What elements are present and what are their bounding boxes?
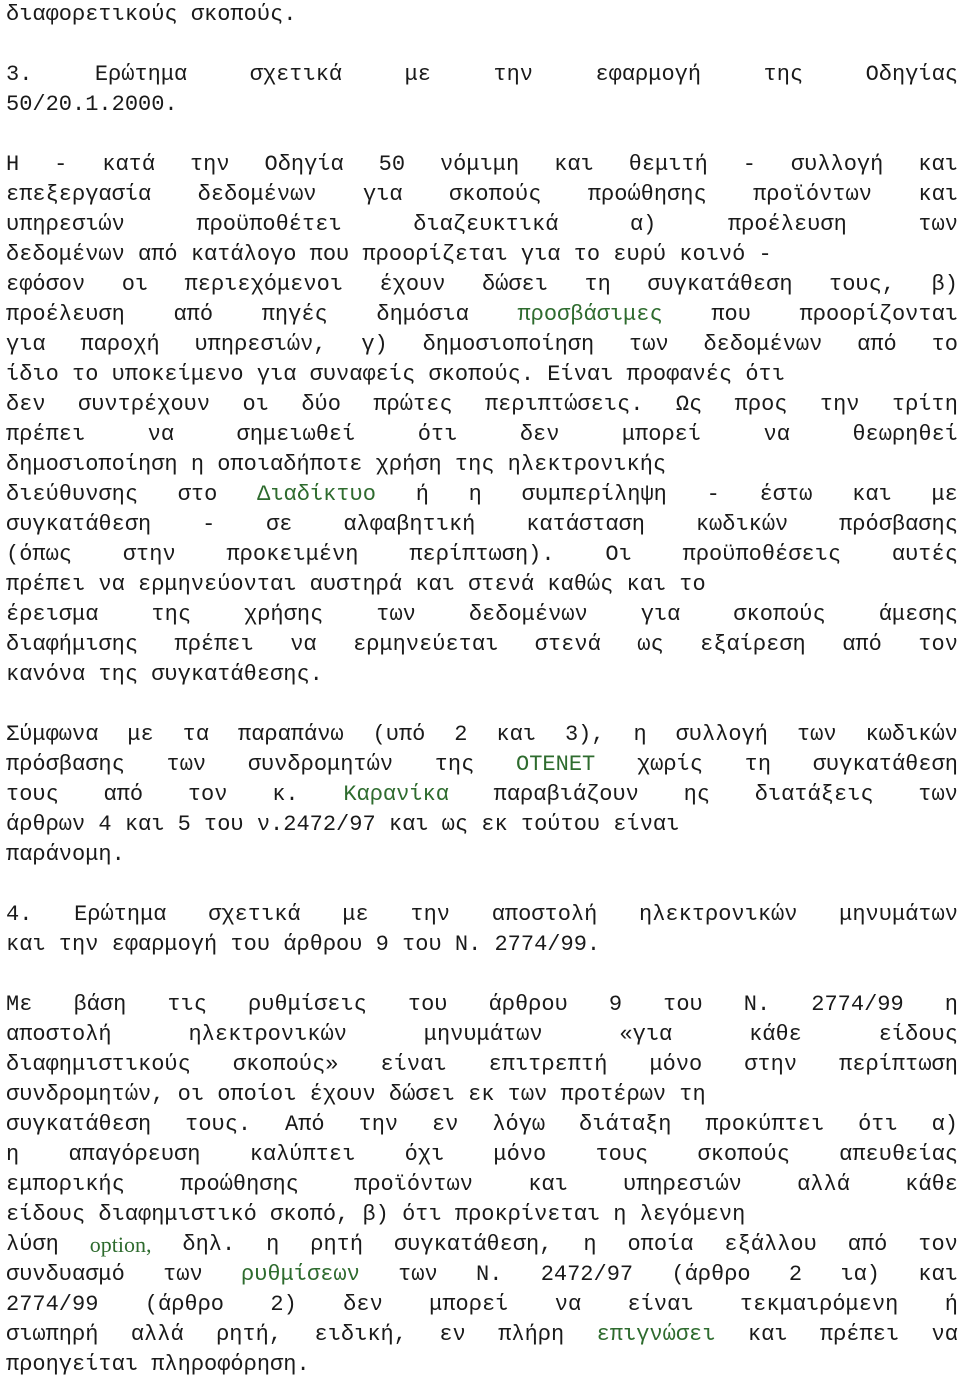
- word: προκειμένη: [226, 542, 359, 567]
- word: οποία: [627, 1232, 694, 1257]
- text-line: [6, 1260, 958, 1290]
- word: είναι: [380, 1052, 447, 1077]
- word: μπορεί: [621, 422, 702, 447]
- word: συλλογή: [790, 152, 884, 177]
- word: συγκατάθεση: [6, 512, 152, 537]
- word: με: [342, 902, 369, 927]
- word: θεωρηθεί: [852, 422, 958, 447]
- word: ότι: [858, 1112, 898, 1137]
- word: τους: [6, 782, 59, 807]
- word: απαγόρευση: [68, 1142, 201, 1167]
- text-line: [6, 300, 958, 330]
- word: και: [554, 152, 594, 177]
- word: ης: [683, 782, 711, 807]
- word: καλύπτει: [249, 1142, 356, 1167]
- word: περίπτωση: [839, 1052, 958, 1077]
- word: εξαίρεση: [700, 632, 806, 657]
- word: πρώτες: [373, 392, 453, 417]
- word: Ν.: [743, 992, 771, 1017]
- word: συνδρομητών: [247, 752, 394, 777]
- word: στην: [744, 1052, 798, 1077]
- text-line: [6, 510, 958, 540]
- word: και: [918, 152, 958, 177]
- word: στην: [122, 542, 176, 567]
- word: β): [931, 272, 958, 297]
- word: Η: [6, 152, 20, 177]
- word: άρθρου: [488, 992, 568, 1017]
- word: 2472/97: [540, 1262, 634, 1287]
- word: αυτές: [891, 542, 958, 567]
- word: 2: [454, 722, 468, 747]
- word: Ν.: [476, 1262, 503, 1287]
- word: την: [189, 152, 230, 177]
- word: (άρθρο: [671, 1262, 751, 1287]
- word: των: [166, 752, 207, 777]
- word: δώσει: [481, 272, 548, 297]
- word: κατά: [102, 152, 156, 177]
- word: με: [127, 722, 154, 747]
- word: να: [763, 422, 790, 447]
- word: ρητή: [310, 1232, 364, 1257]
- word: η: [266, 1232, 280, 1257]
- word: δύο: [301, 392, 341, 417]
- word: επεξεργασία: [6, 182, 152, 207]
- word: μπορεί: [429, 1292, 509, 1317]
- text-line: [6, 720, 958, 750]
- word: των: [398, 1262, 438, 1287]
- word: λύση: [6, 1232, 59, 1257]
- word: για: [640, 602, 681, 627]
- word: οι: [242, 392, 269, 417]
- word: αλλά: [130, 1322, 184, 1347]
- word: να: [931, 1322, 958, 1347]
- word: τον: [187, 782, 228, 807]
- word: Διαδίκτυο: [257, 482, 376, 507]
- word: εν: [439, 1322, 466, 1347]
- text-line: είδους διαφημιστικό σκοπό, β) ότι προκρίνεται η λεγόμενη: [6, 1202, 746, 1227]
- word: γ): [361, 332, 388, 357]
- word: συγκατάθεση,: [393, 1232, 553, 1257]
- section-4-heading-line-2: και την εφαρμογή του άρθρου 9 του Ν. 2774/99.: [6, 932, 601, 957]
- word: -: [742, 152, 756, 177]
- word: που: [711, 302, 751, 327]
- word: τα: [182, 722, 210, 747]
- word: με: [404, 62, 431, 87]
- word: Οι: [605, 542, 632, 567]
- word: των: [376, 602, 416, 627]
- word: των: [163, 1262, 203, 1287]
- word: για: [6, 332, 46, 357]
- word: -: [202, 512, 216, 537]
- word: περιεχόμενοι: [184, 272, 343, 297]
- word: βάση: [73, 992, 127, 1017]
- word: διαφημιστικούς: [6, 1052, 191, 1077]
- word: δεδομένων: [703, 332, 823, 357]
- word: προκύπτει: [705, 1112, 825, 1137]
- word: δημοσιοποίηση: [422, 332, 595, 357]
- word: πρέπει: [819, 1322, 900, 1347]
- word: και: [852, 482, 892, 507]
- word: επιτρεπτή: [488, 1052, 608, 1077]
- word: δεν: [6, 392, 46, 417]
- word: κ.: [272, 782, 299, 807]
- word: αλλά: [797, 1172, 850, 1197]
- word: κάθε: [905, 1172, 958, 1197]
- word: τον: [918, 1232, 958, 1257]
- word: ΟΤΕΝΕΤ: [516, 752, 596, 777]
- word: τη: [744, 752, 772, 777]
- text-line: άρθρων 4 και 5 του ν.2472/97 και ως εκ τούτου είναι: [6, 812, 680, 837]
- text-line: [6, 600, 958, 630]
- word: ή: [415, 482, 429, 507]
- word: μηνυμάτων: [839, 902, 958, 927]
- word: πρέπει: [174, 632, 254, 657]
- word: κατάσταση: [526, 512, 646, 537]
- word: των: [918, 782, 958, 807]
- word: Ως: [675, 392, 703, 417]
- word: και: [747, 1322, 788, 1347]
- word: από: [173, 302, 214, 327]
- word: επιγνώσει: [596, 1322, 716, 1347]
- text-line: [6, 420, 958, 450]
- word: στενά: [534, 632, 601, 657]
- word: να: [290, 632, 317, 657]
- word: αποστολή: [6, 1022, 112, 1047]
- word: να: [147, 422, 175, 447]
- text-line: δεδομένων από κατάλογο που προορίζεται για το ευρύ κοινό -: [6, 242, 772, 267]
- word: προϊόντων: [753, 182, 872, 207]
- word: σχετικά: [249, 62, 343, 87]
- word: δεν: [519, 422, 560, 447]
- word: έχουν: [379, 272, 446, 297]
- word: να: [554, 1292, 582, 1317]
- word: η: [944, 992, 958, 1017]
- word: κωδικών: [695, 512, 789, 537]
- word: α): [629, 212, 657, 237]
- word: ηλεκτρονικών: [639, 902, 798, 927]
- word: 3.: [6, 62, 33, 87]
- word: διατάξεις: [754, 782, 874, 807]
- word: εν: [432, 1112, 459, 1137]
- word: πλήρη: [498, 1322, 565, 1347]
- word: παραπάνω: [238, 722, 344, 747]
- word: από: [857, 332, 897, 357]
- word: δηλ.: [182, 1232, 236, 1257]
- word: και: [496, 722, 537, 747]
- word: εμπορικής: [6, 1172, 125, 1197]
- word: η: [6, 1142, 20, 1167]
- word: 2774/99: [6, 1292, 99, 1317]
- word: της: [151, 602, 192, 627]
- text-line: δημοσιοποίηση η οποιαδήποτε χρήση της ηλεκτρονικής: [6, 452, 667, 477]
- word: εφαρμογή: [595, 62, 702, 87]
- text-line: ίδιο το υποκείμενο για συναφείς σκοπούς. Είναι προφανές ότι: [6, 362, 785, 387]
- section-3-heading-line-2: 50/20.1.2000.: [6, 92, 178, 117]
- word: τους.: [185, 1112, 252, 1137]
- word: 2: [788, 1262, 803, 1287]
- word: δεδομένων: [197, 182, 317, 207]
- word: σημειωθεί: [236, 422, 356, 447]
- text-line: συνδρομητών, οι οποίοι έχουν δώσει εκ των προτέρων τη: [6, 1082, 706, 1107]
- word: α): [931, 1112, 958, 1137]
- word: Οδηγία: [264, 152, 344, 177]
- word: διαζευκτικά: [413, 212, 559, 237]
- word: ια): [840, 1262, 880, 1287]
- text-line: κανόνα της συγκατάθεσης.: [6, 662, 323, 687]
- word: ότι: [417, 422, 458, 447]
- word: τις: [167, 992, 207, 1017]
- word: λόγω: [492, 1112, 546, 1137]
- word: συνδυασμό: [6, 1262, 125, 1287]
- word: χωρίς: [636, 752, 703, 777]
- word: παραβιάζουν: [493, 782, 639, 807]
- word: Σύμφωνα: [6, 722, 99, 747]
- word: είναι: [627, 1292, 694, 1317]
- word: αποστολή: [491, 902, 598, 927]
- word: μόνο: [649, 1052, 703, 1077]
- word: προώθησης: [587, 182, 707, 207]
- word: δεδομένων: [468, 602, 588, 627]
- word: 9: [608, 992, 623, 1017]
- word: η: [633, 722, 647, 747]
- word: είδους: [878, 1022, 958, 1047]
- word: σιωπηρή: [6, 1322, 99, 1347]
- word: νόμιμη: [439, 152, 520, 177]
- word: κωδικών: [865, 722, 958, 747]
- word: μηνυμάτων: [423, 1022, 543, 1047]
- word: συγκατάθεση: [647, 272, 793, 297]
- text-line: [6, 150, 958, 180]
- word: των: [629, 332, 669, 357]
- word: 2): [270, 1292, 297, 1317]
- word: (όπως: [6, 542, 73, 567]
- word: την: [358, 1112, 399, 1137]
- word: παροχή: [80, 332, 160, 357]
- text-line: [6, 210, 958, 240]
- word: διεύθυνσης: [6, 482, 139, 507]
- word: 2774/99: [811, 992, 904, 1017]
- word: πρέπει: [6, 422, 86, 447]
- word: την: [819, 392, 860, 417]
- text-line: [6, 990, 958, 1020]
- word: ρητή,: [216, 1322, 283, 1347]
- word: option,: [89, 1232, 152, 1257]
- word: σκοπούς: [697, 1142, 790, 1167]
- word: ερμηνεύεται: [353, 632, 499, 657]
- text-line: [6, 390, 958, 420]
- word: έστω: [759, 482, 813, 507]
- word: προορίζονται: [799, 302, 958, 327]
- word: προϊόντων: [354, 1172, 473, 1197]
- word: προς: [734, 392, 788, 417]
- word: θεμιτή: [628, 152, 708, 177]
- text-line: [6, 1110, 958, 1140]
- word: Καρανίκα: [343, 782, 449, 807]
- word: των: [918, 212, 958, 237]
- word: σε: [266, 512, 293, 537]
- word: άμεσης: [878, 602, 958, 627]
- word: από: [842, 632, 882, 657]
- word: συντρέχουν: [78, 392, 211, 417]
- text-line: [6, 1050, 958, 1080]
- word: κάθε: [749, 1022, 802, 1047]
- word: διαφήμισης: [6, 632, 139, 657]
- word: της: [434, 752, 475, 777]
- word: «για: [619, 1022, 673, 1047]
- text-line: [6, 1170, 958, 1200]
- word: και: [918, 182, 958, 207]
- word: 50: [378, 152, 406, 177]
- word: με: [931, 482, 958, 507]
- word: Με: [6, 992, 33, 1017]
- word: τρίτη: [891, 392, 958, 417]
- word: προσβάσιμες: [517, 302, 663, 327]
- word: η: [468, 482, 482, 507]
- word: περιπτώσεις.: [484, 392, 644, 417]
- word: προϋποθέτει: [196, 212, 342, 237]
- text-line: [6, 780, 958, 810]
- word: δημόσια: [376, 302, 469, 327]
- text-line: διαφορετικούς σκοπούς.: [6, 2, 297, 27]
- word: εξάλλου: [724, 1232, 817, 1257]
- word: Από: [285, 1112, 325, 1137]
- word: Οδηγίας: [865, 62, 958, 87]
- text-line: [6, 1230, 958, 1260]
- word: (άρθρο: [144, 1292, 225, 1317]
- section-3-heading: [6, 60, 958, 90]
- word: ρυθμίσεις: [248, 992, 367, 1017]
- word: τον: [918, 632, 958, 657]
- text-line: παράνομη.: [6, 842, 125, 867]
- text-line: [6, 1320, 958, 1350]
- word: πρόσβασης: [839, 512, 958, 537]
- word: προέλευση: [727, 212, 847, 237]
- text-line: [6, 270, 958, 300]
- word: περίπτωση).: [409, 542, 555, 567]
- section-4-heading: [6, 900, 958, 930]
- word: ειδική,: [314, 1322, 407, 1347]
- word: προέλευση: [6, 302, 125, 327]
- text-line: προηγείται πληροφόρηση.: [6, 1352, 310, 1377]
- word: τεκμαιρόμενη: [739, 1292, 899, 1317]
- text-line: [6, 180, 958, 210]
- word: πηγές: [261, 302, 328, 327]
- word: την: [410, 902, 451, 927]
- text-line: [6, 750, 958, 780]
- word: η: [583, 1232, 597, 1257]
- word: για: [362, 182, 403, 207]
- word: ή: [944, 1292, 958, 1317]
- text-line: [6, 330, 958, 360]
- word: ως: [637, 632, 664, 657]
- word: χρήσης: [244, 602, 324, 627]
- word: έρεισμα: [6, 602, 99, 627]
- word: απευθείας: [839, 1142, 958, 1167]
- word: συγκατάθεση: [812, 752, 958, 777]
- text-line: [6, 480, 958, 510]
- word: της: [763, 62, 804, 87]
- word: από: [847, 1232, 888, 1257]
- word: 3),: [564, 722, 605, 747]
- word: του: [407, 992, 448, 1017]
- word: υπηρεσιών,: [194, 332, 327, 357]
- text-line: [6, 1290, 958, 1320]
- word: σκοπούς: [448, 182, 542, 207]
- word: Ερώτημα: [74, 902, 167, 927]
- word: διάταξη: [579, 1112, 672, 1137]
- word: υπηρεσιών: [623, 1172, 742, 1197]
- word: και: [528, 1172, 568, 1197]
- word: του: [663, 992, 703, 1017]
- text-line: πρέπει να ερμηνεύονται αυστηρά και στενά καθώς και το: [6, 572, 706, 597]
- word: συγκατάθεση: [6, 1112, 152, 1137]
- word: μόνο: [493, 1142, 547, 1167]
- word: ηλεκτρονικών: [188, 1022, 347, 1047]
- word: Ερώτημα: [94, 62, 188, 87]
- word: των: [796, 722, 837, 747]
- word: και: [918, 1262, 958, 1287]
- word: -: [54, 152, 68, 177]
- word: τη: [584, 272, 611, 297]
- word: συλλογή: [675, 722, 769, 747]
- text-line: [6, 1020, 958, 1050]
- text-line: [6, 540, 958, 570]
- word: την: [493, 62, 534, 87]
- word: οι: [121, 272, 149, 297]
- word: σχετικά: [208, 902, 301, 927]
- word: πρόσβασης: [6, 752, 125, 777]
- word: εφόσον: [6, 272, 86, 297]
- word: σκοπούς: [733, 602, 826, 627]
- word: (υπό: [372, 722, 426, 747]
- word: δεν: [343, 1292, 383, 1317]
- word: από: [103, 782, 144, 807]
- word: προϋποθέσεις: [682, 542, 842, 567]
- word: σκοπούς»: [232, 1052, 339, 1077]
- word: συμπερίληψη: [521, 482, 667, 507]
- word: αλφαβητική: [343, 512, 476, 537]
- word: τους,: [829, 272, 896, 297]
- word: ρυθμίσεων: [241, 1262, 360, 1287]
- word: τους: [595, 1142, 649, 1167]
- word: όχι: [404, 1142, 445, 1167]
- word: προώθησης: [180, 1172, 299, 1197]
- word: το: [931, 332, 958, 357]
- word: 4.: [6, 902, 33, 927]
- word: -: [706, 482, 720, 507]
- text-line: [6, 630, 958, 660]
- text-line: [6, 1140, 958, 1170]
- word: υπηρεσιών: [6, 212, 125, 237]
- word: στο: [177, 482, 218, 507]
